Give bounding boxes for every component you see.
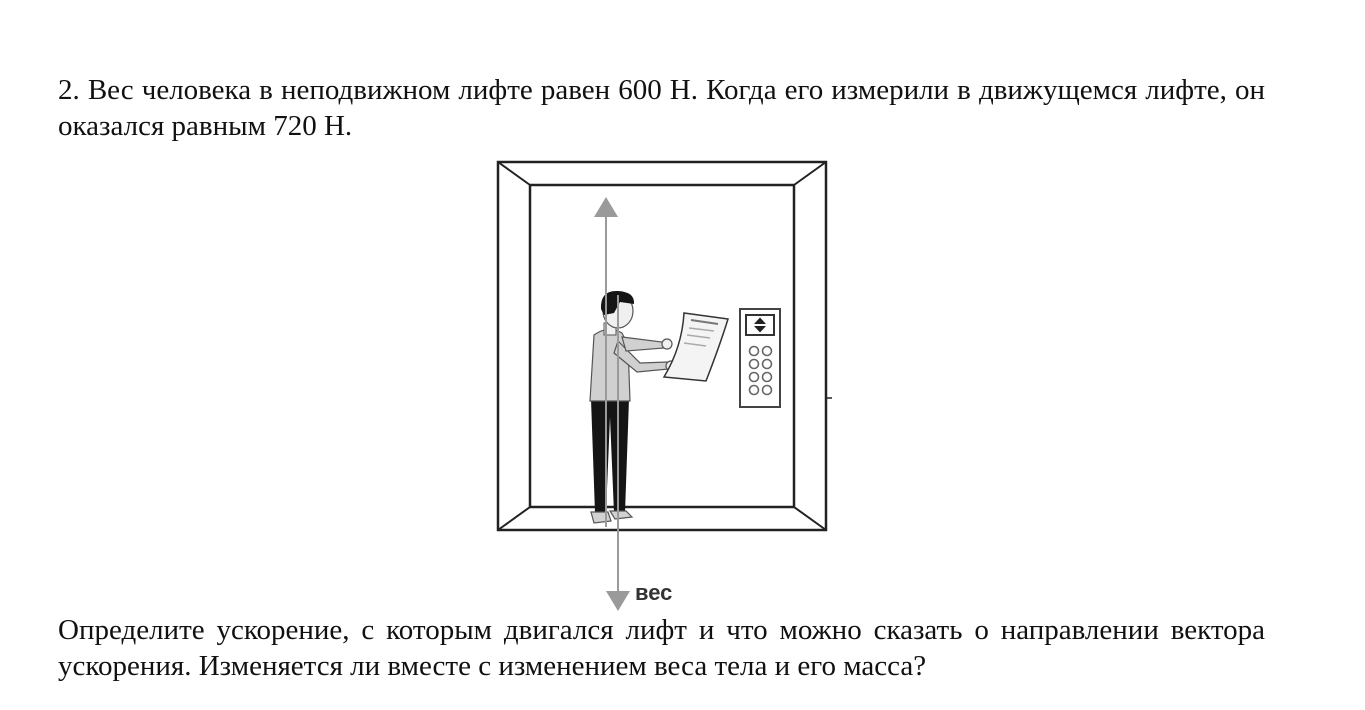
problem-statement: 2. Вес человека в неподвижном лифте равен 600 Н. Когда его измерили в движущемся лифте, он оказался равным 720 Н.: [58, 74, 1265, 142]
question-text: Определите ускорение, с которым двигался лифт и что можно сказать о направлении вектора ускорения. Изменяется ли вместе с изменением веса тела и его масса?: [58, 614, 1265, 682]
elevator-control-panel: [740, 309, 780, 407]
weight-label: вес: [635, 580, 673, 605]
elevator-illustration: [490, 155, 840, 615]
